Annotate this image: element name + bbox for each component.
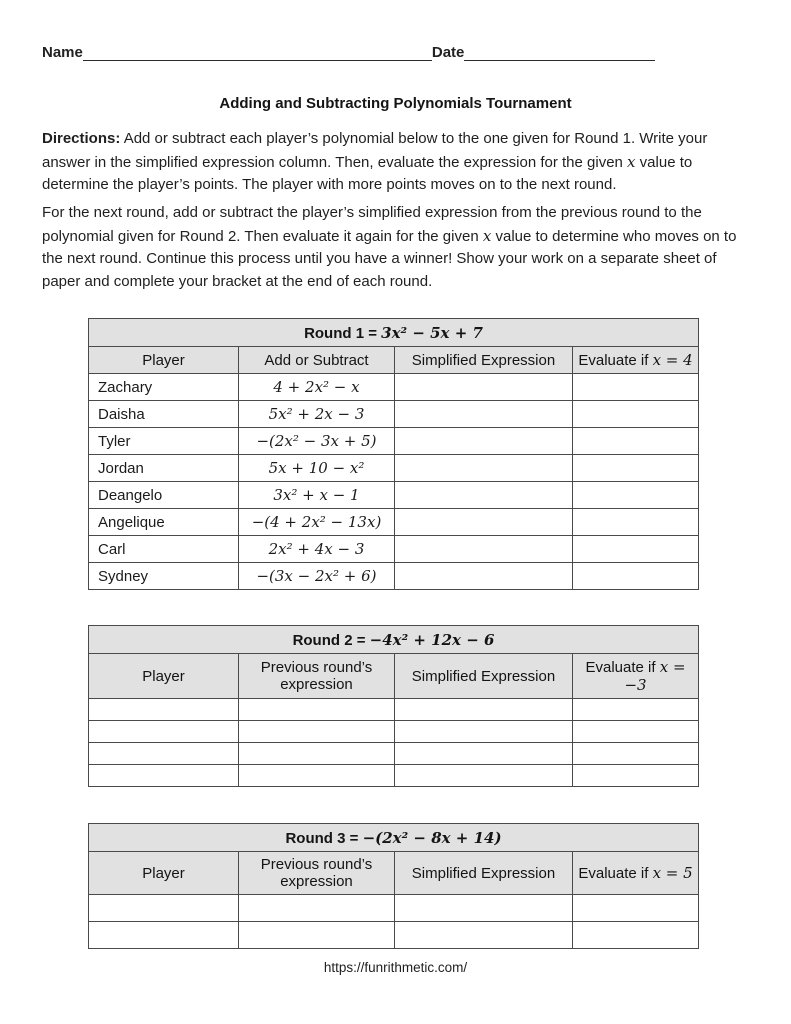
simplified-expression-blank [395, 721, 573, 743]
simplified-expression-blank [395, 482, 573, 509]
header-cell-player: Player [89, 654, 239, 699]
second-paragraph [42, 202, 748, 293]
player-blank [89, 765, 239, 787]
evaluate-blank [573, 455, 699, 482]
player-blank [89, 922, 239, 949]
table-row [89, 455, 699, 482]
round1-table [88, 318, 699, 590]
header-cell-simplified-expression: Simplified Expression [395, 654, 573, 699]
directions-paragraph [42, 128, 748, 197]
simplified-expression-blank [395, 765, 573, 787]
evaluate-blank [573, 922, 699, 949]
empty-row [89, 922, 699, 949]
simplified-expression-blank [395, 455, 573, 482]
directions-text-pre: Add or subtract each player’s polynomial below to the one given for Round 1. Write your answer in the simplified expression column. Then, evaluate the expression for the given [42, 130, 708, 171]
simplified-expression-blank [395, 374, 573, 401]
evaluate-blank [573, 428, 699, 455]
evaluate-blank [573, 509, 699, 536]
paragraph2-text-pre: For the next round, add or subtract the player’s simplified expression from the previous round to the polynomial given for Round 2. Then evaluate it again for the given [42, 204, 702, 245]
name-label: Name [42, 44, 83, 61]
player-polynomial: −(3x − 2x² + 6) [239, 563, 395, 590]
player-name: Zachary [89, 374, 239, 401]
table-row [89, 401, 699, 428]
player-blank [89, 721, 239, 743]
player-name: Tyler [89, 428, 239, 455]
player-polynomial: 4 + 2x² − x [239, 374, 395, 401]
footer-url: https://funrithmetic.com/ [323, 960, 468, 975]
round1-title-label: Round 1 = [304, 324, 382, 342]
evaluate-blank [573, 482, 699, 509]
evaluate-blank [573, 401, 699, 428]
simplified-expression-blank [395, 401, 573, 428]
player-polynomial: −(4 + 2x² − 13x) [239, 509, 395, 536]
header-cell-simplified-expression: Simplified Expression [395, 347, 573, 374]
round3-table [88, 823, 699, 949]
paragraph2-text-post: value to determine who moves on to the next round. Continue this process until you have a winner! Show your work on a separate sheet of paper and complete your bracket at the end of each round. [42, 227, 737, 290]
empty-row [89, 743, 699, 765]
table-row [89, 428, 699, 455]
evaluate-blank [573, 765, 699, 787]
header-cell-add-or-subtract: Add or Subtract [239, 347, 395, 374]
evaluate-blank [573, 743, 699, 765]
round2-polynomial: −4x² + 12x − 6 [369, 630, 495, 649]
previous-expression-blank [239, 895, 395, 922]
previous-expression-blank [239, 765, 395, 787]
header-cell-evaluate [573, 347, 699, 374]
round1-title [89, 319, 699, 347]
header-cell-evaluate [573, 852, 699, 895]
evaluate-blank [573, 536, 699, 563]
round1-header-row [89, 347, 699, 374]
empty-row [89, 765, 699, 787]
name-date-row [42, 44, 655, 61]
player-blank [89, 699, 239, 721]
simplified-expression-blank [395, 428, 573, 455]
directions-label: Directions: [42, 130, 121, 147]
empty-row [89, 721, 699, 743]
round3-polynomial: −(2x² − 8x + 14) [362, 828, 502, 847]
previous-expression-blank [239, 721, 395, 743]
player-blank [89, 743, 239, 765]
evaluate-blank [573, 699, 699, 721]
evaluate-blank [573, 721, 699, 743]
evaluate-prefix: Evaluate if [578, 352, 653, 369]
header-cell-player: Player [89, 347, 239, 374]
player-polynomial: −(2x² − 3x + 5) [239, 428, 395, 455]
table-row [89, 509, 699, 536]
player-name: Deangelo [89, 482, 239, 509]
round3-title-row [89, 824, 699, 852]
simplified-expression-blank [395, 743, 573, 765]
x-variable: x [482, 226, 492, 245]
previous-expression-blank [239, 743, 395, 765]
table-row [89, 563, 699, 590]
header-cell-previous-expression: Previous round’s expression [239, 654, 395, 699]
header-cell-evaluate [573, 654, 699, 699]
header-cell-previous-expression: Previous round’s expression [239, 852, 395, 895]
evaluate-condition: x = −3 [624, 658, 686, 694]
table-row [89, 482, 699, 509]
evaluate-condition: x = 5 [652, 864, 693, 882]
simplified-expression-blank [395, 563, 573, 590]
evaluate-prefix: Evaluate if [578, 865, 653, 882]
simplified-expression-blank [395, 895, 573, 922]
player-name: Carl [89, 536, 239, 563]
simplified-expression-blank [395, 536, 573, 563]
previous-expression-blank [239, 922, 395, 949]
page-title: Adding and Subtracting Polynomials Tournament [219, 95, 572, 112]
evaluate-prefix: Evaluate if [585, 659, 660, 676]
player-name: Sydney [89, 563, 239, 590]
round2-title-label: Round 2 = [292, 631, 370, 649]
player-polynomial: 5x + 10 − x² [239, 455, 395, 482]
player-polynomial: 3x² + x − 1 [239, 482, 395, 509]
date-blank-line [464, 58, 655, 61]
player-polynomial: 2x² + 4x − 3 [239, 536, 395, 563]
empty-row [89, 895, 699, 922]
date-label: Date [431, 44, 465, 61]
simplified-expression-blank [395, 922, 573, 949]
evaluate-blank [573, 563, 699, 590]
evaluate-condition: x = 4 [652, 351, 693, 369]
round2-header-row [89, 654, 699, 699]
x-variable: x [627, 152, 636, 171]
round3-title-label: Round 3 = [285, 829, 363, 847]
round2-table [88, 625, 699, 787]
simplified-expression-blank [395, 699, 573, 721]
round2-title-row [89, 626, 699, 654]
player-polynomial: 5x² + 2x − 3 [239, 401, 395, 428]
table-row [89, 536, 699, 563]
table-row [89, 374, 699, 401]
previous-expression-blank [239, 699, 395, 721]
round3-header-row [89, 852, 699, 895]
player-name: Daisha [89, 401, 239, 428]
player-name: Jordan [89, 455, 239, 482]
evaluate-blank [573, 374, 699, 401]
empty-row [89, 699, 699, 721]
round1-polynomial: 3x² − 5x + 7 [381, 323, 483, 342]
evaluate-blank [573, 895, 699, 922]
round3-title [89, 824, 699, 852]
round2-title [89, 626, 699, 654]
name-blank-line [83, 58, 432, 61]
directions-text-post: value to determine the player’s points. The player with more points moves on to the next round. [42, 153, 693, 193]
header-cell-simplified-expression: Simplified Expression [395, 852, 573, 895]
simplified-expression-blank [395, 509, 573, 536]
player-name: Angelique [89, 509, 239, 536]
header-cell-player: Player [89, 852, 239, 895]
player-blank [89, 895, 239, 922]
round1-title-row [89, 319, 699, 347]
